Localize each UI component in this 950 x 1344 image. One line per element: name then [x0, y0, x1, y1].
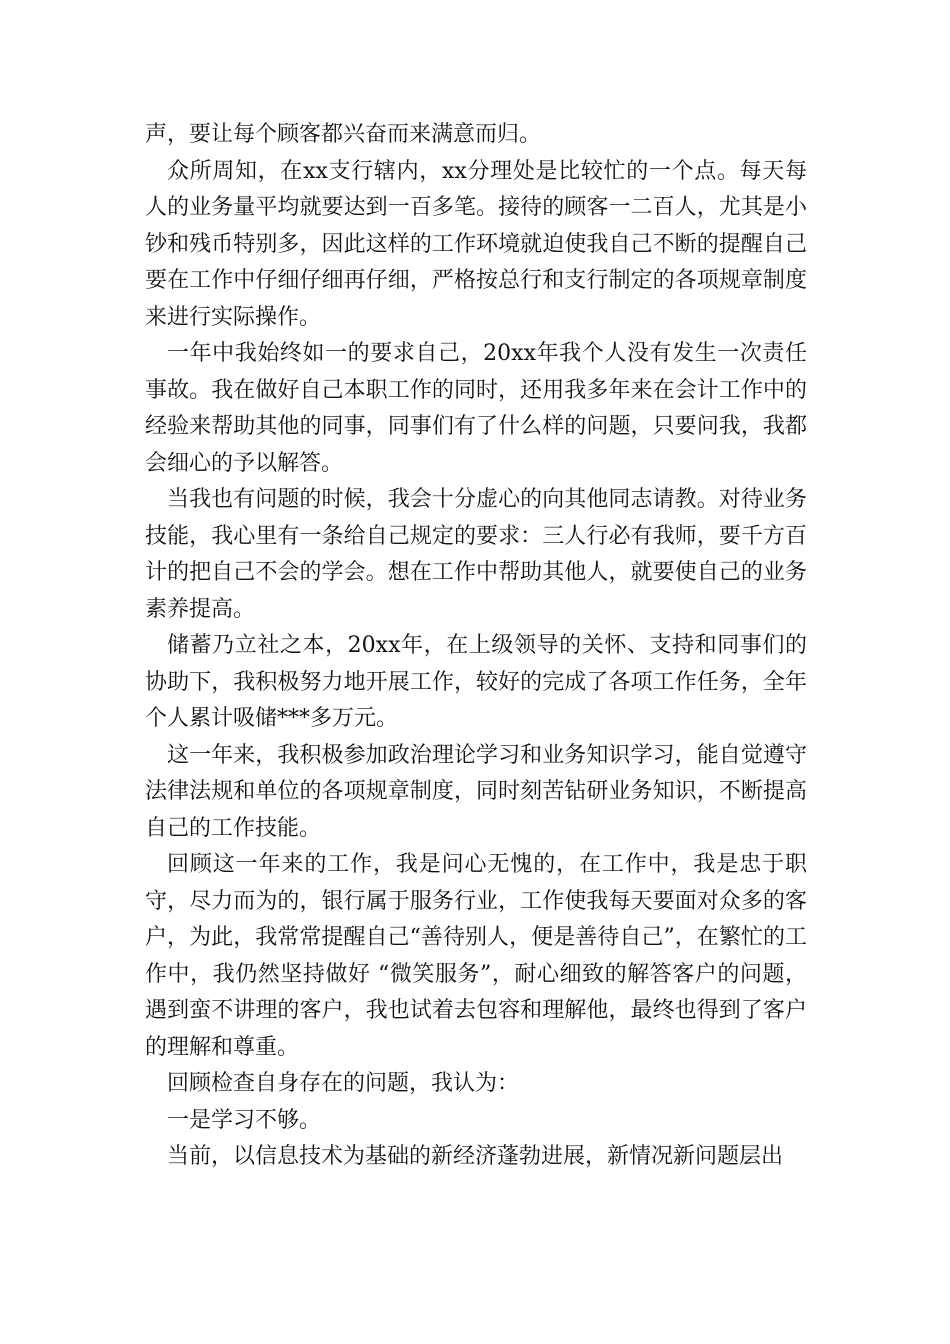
paragraph-5: 储蓄乃立社之本，20xx年，在上级领导的关怀、支持和同事们的协助下，我积极努力地开展工作，较好的完成了各项工作任务，全年个人累计吸储***多万元。 [145, 633, 807, 731]
paragraph-1: 声，要让每个顾客都兴奋而来满意而归。 [145, 122, 542, 147]
paragraph-8: 回顾检查自身存在的问题，我认为： [167, 1071, 520, 1096]
paragraph-6: 这一年来，我积极参加政治理论学习和业务知识学习，能自觉遵守法律法规和单位的各项规章制度，同时刻苦钻研业务知识，不断提高自己的工作技能。 [145, 742, 807, 841]
paragraph-9: 一是学习不够。 [167, 1107, 322, 1133]
paragraph-2: 众所周知，在xx支行辖内，xx分理处是比较忙的一个点。每天每人的业务量平均就要达到一百多笔。接待的顾客一二百人，尤其是小钞和残币特别多，因此这样的工作环境就迫使我自己不断的提醒自己要在工作中仔细仔细再仔细，严格按总行和支行制定的各项规章制度来进行实际操作。 [145, 158, 807, 330]
paragraph-4: 当我也有问题的时候，我会十分虚心的向其他同志请教。对待业务技能，我心里有一条给自己规定的要求：三人行必有我师，要千方百计的把自己不会的学会。想在工作中帮助其他人，就要使自己的业务素养提高。 [145, 487, 807, 622]
paragraph-7: 回顾这一年来的工作，我是问心无愧的，在工作中，我是忠于职守，尽力而为的，银行属于服务行业，工作使我每天要面对众多的客户，为此，我常常提醒自己“善待别人，便是善待自己”，在繁忙的工作中，我仍然坚持做好 “微笑服务”，耐心细致的解答客户的问题，遇到蛮不讲理的客户，我也试着去包容和理解他，最终也得到了客户的理解和尊重。 [145, 852, 807, 1060]
paragraph-10: 当前，以信息技术为基础的新经济蓬勃进展，新情况新问题层出 [167, 1144, 784, 1169]
paragraph-3: 一年中我始终如一的要求自己，20xx年我个人没有发生一次责任事故。我在做好自己本职工作的同时，还用我多年来在会计工作中的经验来帮助其他的同事，同事们有了什么样的问题，只要问我，我都会细心的予以解答。 [145, 341, 807, 476]
document-body [145, 117, 807, 1176]
